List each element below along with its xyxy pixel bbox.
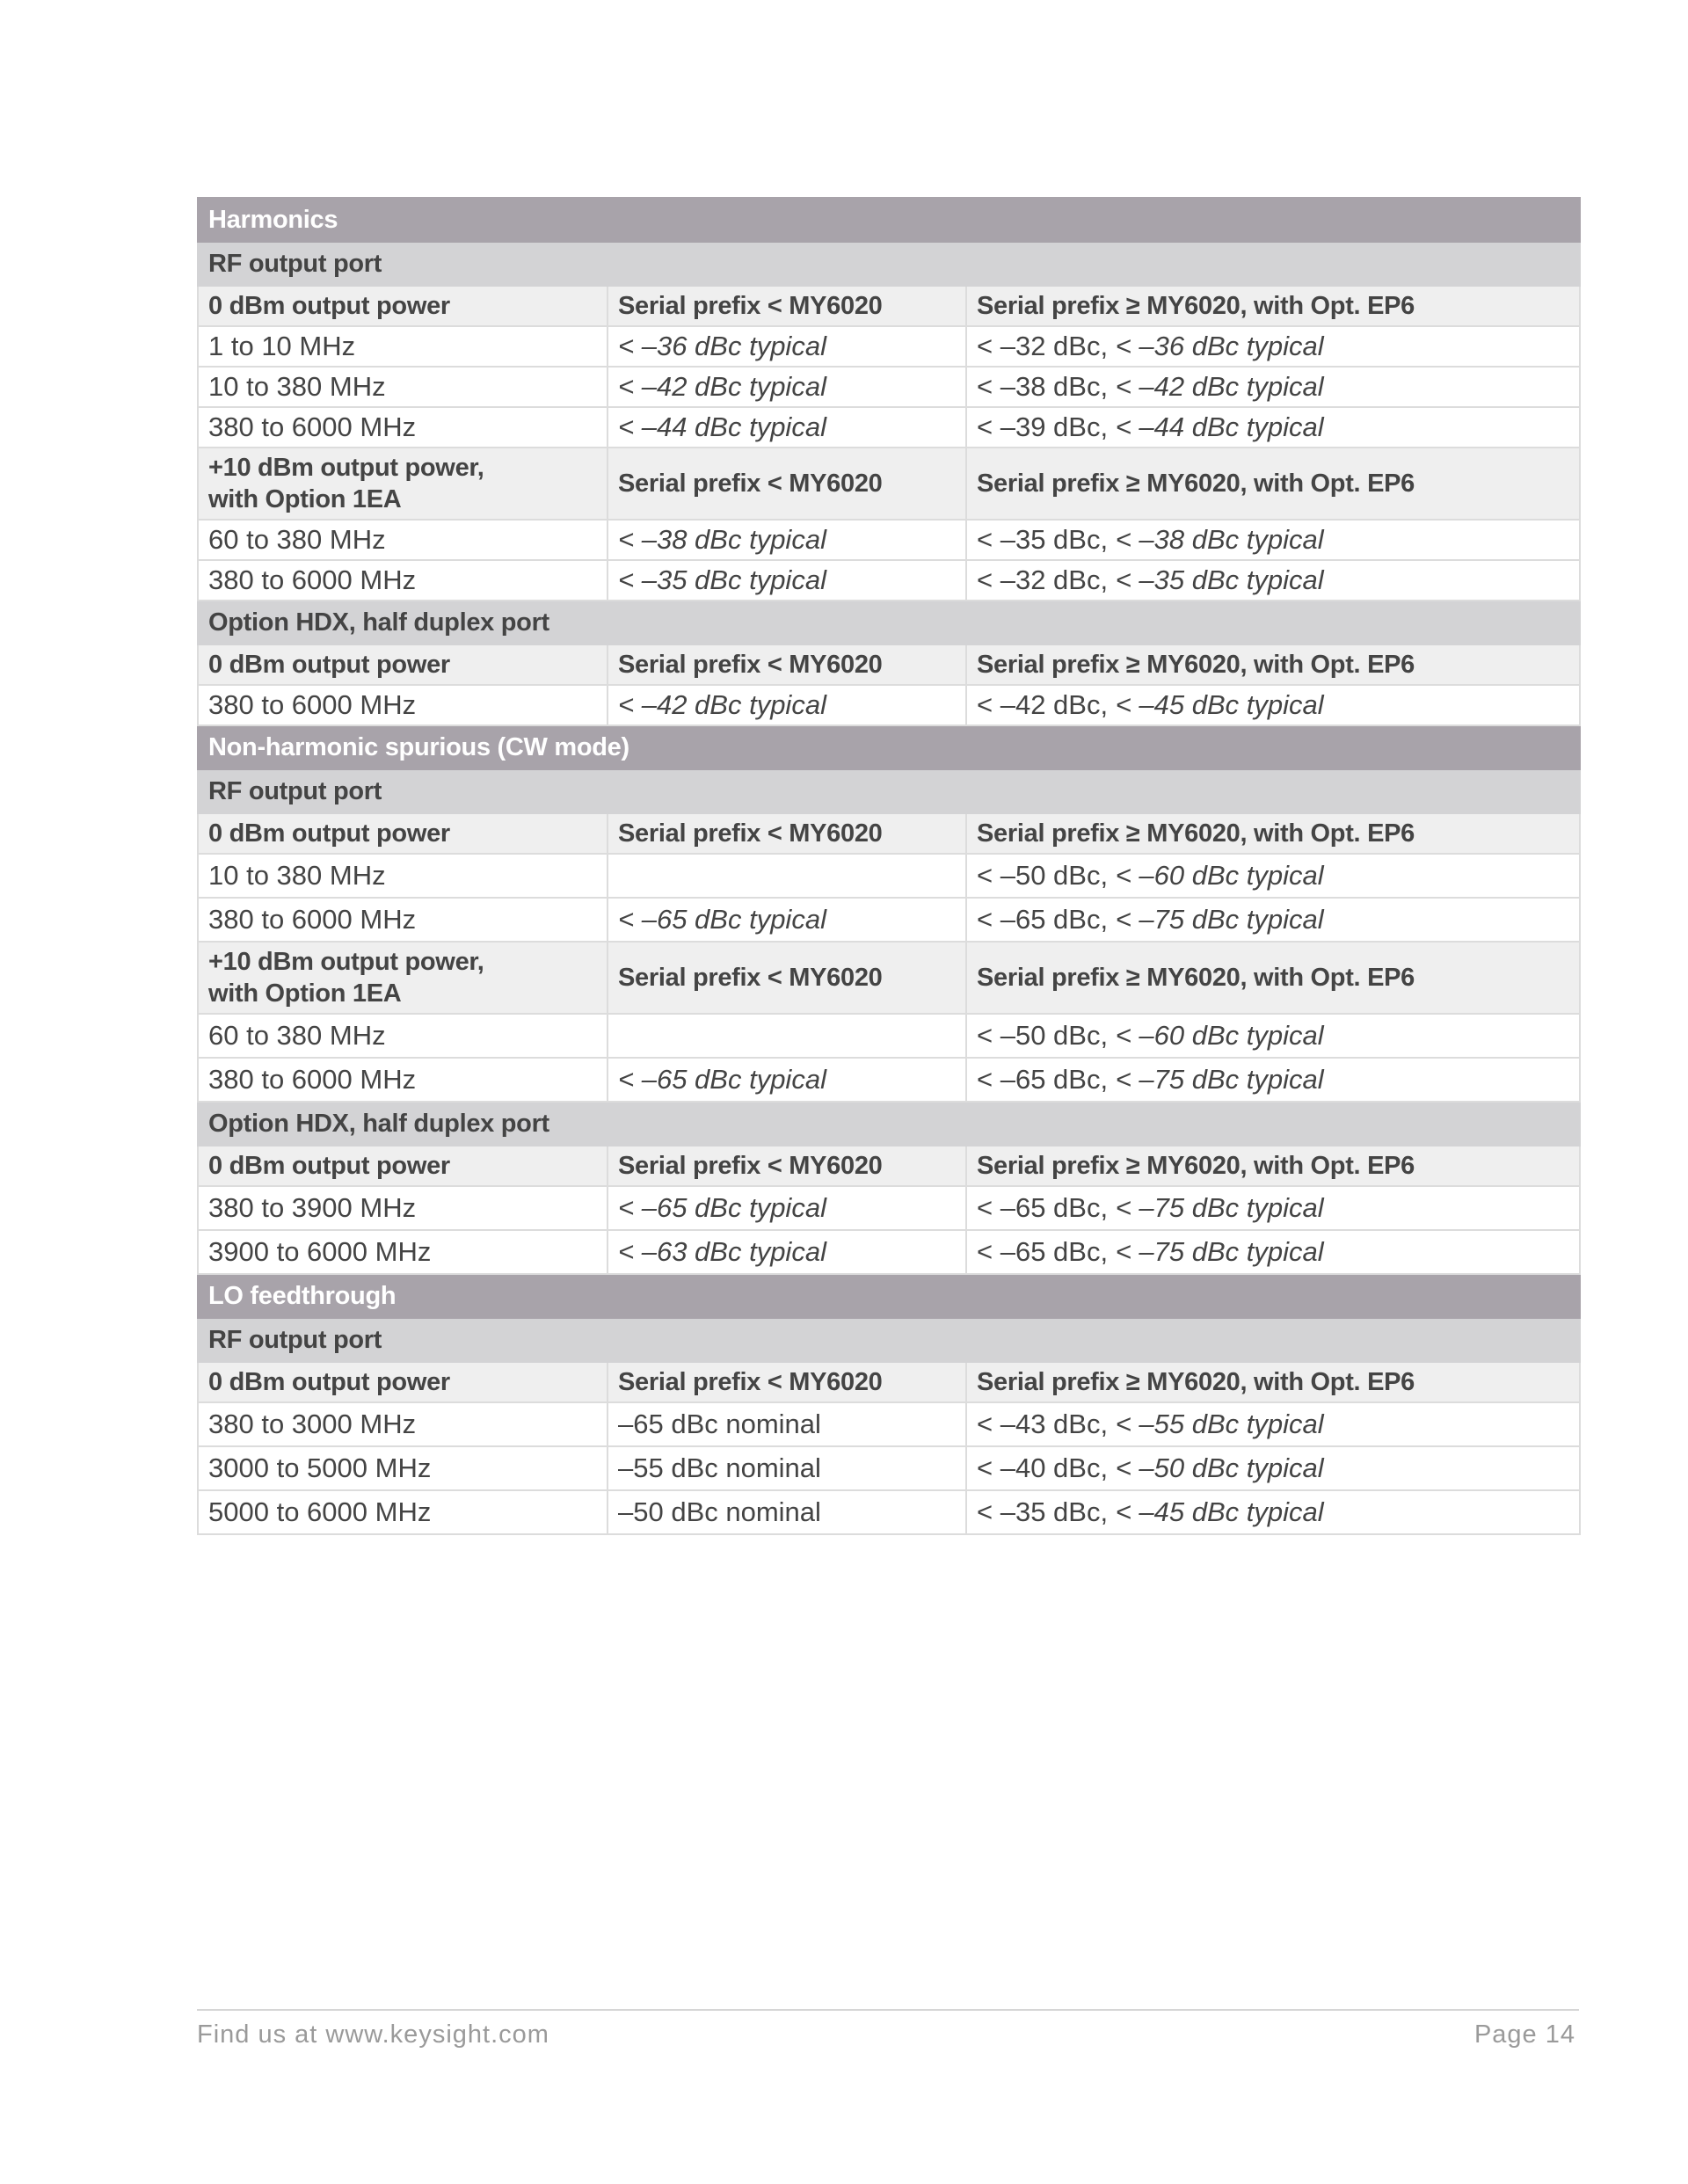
subsection-title: RF output port xyxy=(198,769,1580,813)
column-header: Serial prefix ≥ MY6020, with Opt. EP6 xyxy=(966,286,1580,326)
typical-value: < –75 dBc typical xyxy=(1115,1192,1324,1223)
typical-value: < –45 dBc typical xyxy=(1115,689,1324,720)
frequency-range-cell: 10 to 380 MHz xyxy=(198,854,608,898)
table-row xyxy=(198,407,1580,448)
table-row xyxy=(198,367,1580,407)
table-row xyxy=(198,1490,1580,1534)
value-cell xyxy=(966,854,1580,898)
spec-value: < –32 dBc, xyxy=(977,564,1116,595)
spec-value: < –42 dBc, xyxy=(977,689,1116,720)
spec-value: < –50 dBc, xyxy=(977,1020,1116,1051)
spec-value: < –65 dBc, xyxy=(977,1236,1116,1267)
column-header: 0 dBm output power xyxy=(198,1362,608,1402)
value-cell: < –36 dBc typical xyxy=(608,326,966,367)
spec-value: < –32 dBc, xyxy=(977,331,1116,361)
header-line: with Option 1EA xyxy=(208,979,402,1008)
column-header: Serial prefix ≥ MY6020, with Opt. EP6 xyxy=(966,644,1580,685)
table-row xyxy=(198,1402,1580,1446)
typical-value: < –60 dBc typical xyxy=(1115,1020,1324,1051)
column-header: Serial prefix ≥ MY6020, with Opt. EP6 xyxy=(966,1362,1580,1402)
frequency-range-cell: 380 to 6000 MHz xyxy=(198,560,608,601)
typical-value: < –60 dBc typical xyxy=(1115,860,1324,891)
value-cell xyxy=(966,1058,1580,1102)
typical-value: < –50 dBc typical xyxy=(1115,1452,1324,1483)
value-cell xyxy=(966,685,1580,725)
typical-value: < –75 dBc typical xyxy=(1115,1236,1324,1267)
typical-value: < –36 dBc typical xyxy=(1115,331,1324,361)
column-header-row xyxy=(198,448,1580,520)
section-title: Non-harmonic spurious (CW mode) xyxy=(198,725,1580,769)
column-header: Serial prefix < MY6020 xyxy=(608,1146,966,1186)
spec-value: < –39 dBc, xyxy=(977,411,1116,442)
value-cell: < –38 dBc typical xyxy=(608,520,966,560)
frequency-range-cell: 60 to 380 MHz xyxy=(198,1014,608,1058)
frequency-range-cell: 3000 to 5000 MHz xyxy=(198,1446,608,1490)
value-cell: < –65 dBc typical xyxy=(608,1186,966,1230)
frequency-range-cell: 380 to 6000 MHz xyxy=(198,898,608,942)
subsection-header-row xyxy=(198,601,1580,644)
typical-value: < –45 dBc typical xyxy=(1115,1496,1324,1527)
spec-value: < –65 dBc, xyxy=(977,1064,1116,1095)
column-header: Serial prefix < MY6020 xyxy=(608,286,966,326)
value-cell xyxy=(966,326,1580,367)
value-cell xyxy=(966,898,1580,942)
section-header-row xyxy=(198,198,1580,242)
subsection-header-row xyxy=(198,769,1580,813)
subsection-header-row xyxy=(198,1102,1580,1146)
table-row xyxy=(198,854,1580,898)
frequency-range-cell: 380 to 3900 MHz xyxy=(198,1186,608,1230)
spec-table xyxy=(197,197,1581,1535)
subsection-header-row xyxy=(198,242,1580,286)
value-cell xyxy=(966,520,1580,560)
subsection-title: Option HDX, half duplex port xyxy=(198,1102,1580,1146)
value-cell xyxy=(966,407,1580,448)
footer-divider xyxy=(197,2009,1579,2011)
table-row xyxy=(198,1058,1580,1102)
column-header: Serial prefix < MY6020 xyxy=(608,813,966,854)
value-cell: –65 dBc nominal xyxy=(608,1402,966,1446)
value-cell xyxy=(966,367,1580,407)
frequency-range-cell: 380 to 6000 MHz xyxy=(198,407,608,448)
column-header: 0 dBm output power xyxy=(198,813,608,854)
frequency-range-cell: 1 to 10 MHz xyxy=(198,326,608,367)
value-cell xyxy=(966,1014,1580,1058)
spec-value: < –35 dBc, xyxy=(977,1496,1116,1527)
subsection-title: RF output port xyxy=(198,1318,1580,1362)
spec-value: < –65 dBc, xyxy=(977,1192,1116,1223)
subsection-header-row xyxy=(198,1318,1580,1362)
spec-value: < –40 dBc, xyxy=(977,1452,1116,1483)
value-cell: < –65 dBc typical xyxy=(608,1058,966,1102)
subsection-title: RF output port xyxy=(198,242,1580,286)
table-row xyxy=(198,1186,1580,1230)
page-number: Page 14 xyxy=(1473,2020,1575,2049)
column-header-row xyxy=(198,286,1580,326)
table-row xyxy=(198,560,1580,601)
value-cell: < –65 dBc typical xyxy=(608,898,966,942)
value-cell xyxy=(966,1490,1580,1534)
value-cell xyxy=(966,1186,1580,1230)
frequency-range-cell: 60 to 380 MHz xyxy=(198,520,608,560)
value-cell xyxy=(966,1402,1580,1446)
column-header xyxy=(198,448,608,520)
frequency-range-cell: 3900 to 6000 MHz xyxy=(198,1230,608,1274)
header-line: with Option 1EA xyxy=(208,485,402,513)
value-cell xyxy=(966,1446,1580,1490)
subsection-title: Option HDX, half duplex port xyxy=(198,601,1580,644)
table-row xyxy=(198,685,1580,725)
frequency-range-cell: 5000 to 6000 MHz xyxy=(198,1490,608,1534)
table-row xyxy=(198,898,1580,942)
column-header: 0 dBm output power xyxy=(198,644,608,685)
value-cell: –55 dBc nominal xyxy=(608,1446,966,1490)
frequency-range-cell: 380 to 3000 MHz xyxy=(198,1402,608,1446)
section-header-row xyxy=(198,1274,1580,1318)
column-header: Serial prefix < MY6020 xyxy=(608,448,966,520)
column-header: 0 dBm output power xyxy=(198,1146,608,1186)
spec-value: < –38 dBc, xyxy=(977,371,1116,402)
table-row xyxy=(198,520,1580,560)
frequency-range-cell: 380 to 6000 MHz xyxy=(198,1058,608,1102)
frequency-range-cell: 380 to 6000 MHz xyxy=(198,685,608,725)
spec-value: < –35 dBc, xyxy=(977,524,1116,555)
value-cell: < –35 dBc typical xyxy=(608,560,966,601)
section-header-row xyxy=(198,725,1580,769)
value-cell: < –42 dBc typical xyxy=(608,685,966,725)
value-cell: –50 dBc nominal xyxy=(608,1490,966,1534)
column-header-row xyxy=(198,1362,1580,1402)
typical-value: < –35 dBc typical xyxy=(1115,564,1324,595)
column-header: Serial prefix < MY6020 xyxy=(608,644,966,685)
value-cell xyxy=(966,560,1580,601)
column-header: Serial prefix ≥ MY6020, with Opt. EP6 xyxy=(966,1146,1580,1186)
value-cell xyxy=(608,854,966,898)
section-title: Harmonics xyxy=(198,198,1580,242)
header-line: +10 dBm output power, xyxy=(208,454,484,482)
footer-website-link[interactable]: Find us at www.keysight.com xyxy=(197,2020,549,2049)
column-header: Serial prefix ≥ MY6020, with Opt. EP6 xyxy=(966,942,1580,1014)
table-row xyxy=(198,326,1580,367)
column-header-row xyxy=(198,813,1580,854)
column-header-row xyxy=(198,942,1580,1014)
spec-value: < –65 dBc, xyxy=(977,904,1116,935)
value-cell: < –42 dBc typical xyxy=(608,367,966,407)
value-cell xyxy=(966,1230,1580,1274)
spec-value: < –43 dBc, xyxy=(977,1409,1116,1439)
value-cell: < –44 dBc typical xyxy=(608,407,966,448)
frequency-range-cell: 10 to 380 MHz xyxy=(198,367,608,407)
spec-value: < –50 dBc, xyxy=(977,860,1116,891)
column-header: Serial prefix ≥ MY6020, with Opt. EP6 xyxy=(966,448,1580,520)
column-header xyxy=(198,942,608,1014)
typical-value: < –44 dBc typical xyxy=(1115,411,1324,442)
column-header: Serial prefix < MY6020 xyxy=(608,1362,966,1402)
column-header: 0 dBm output power xyxy=(198,286,608,326)
typical-value: < –55 dBc typical xyxy=(1115,1409,1324,1439)
table-row xyxy=(198,1230,1580,1274)
typical-value: < –42 dBc typical xyxy=(1115,371,1324,402)
column-header: Serial prefix ≥ MY6020, with Opt. EP6 xyxy=(966,813,1580,854)
column-header-row xyxy=(198,644,1580,685)
column-header-row xyxy=(198,1146,1580,1186)
value-cell xyxy=(608,1014,966,1058)
table-row xyxy=(198,1446,1580,1490)
column-header: Serial prefix < MY6020 xyxy=(608,942,966,1014)
header-line: +10 dBm output power, xyxy=(208,948,484,976)
value-cell: < –63 dBc typical xyxy=(608,1230,966,1274)
typical-value: < –75 dBc typical xyxy=(1115,1064,1324,1095)
typical-value: < –38 dBc typical xyxy=(1115,524,1324,555)
table-row xyxy=(198,1014,1580,1058)
typical-value: < –75 dBc typical xyxy=(1115,904,1324,935)
section-title: LO feedthrough xyxy=(198,1274,1580,1318)
